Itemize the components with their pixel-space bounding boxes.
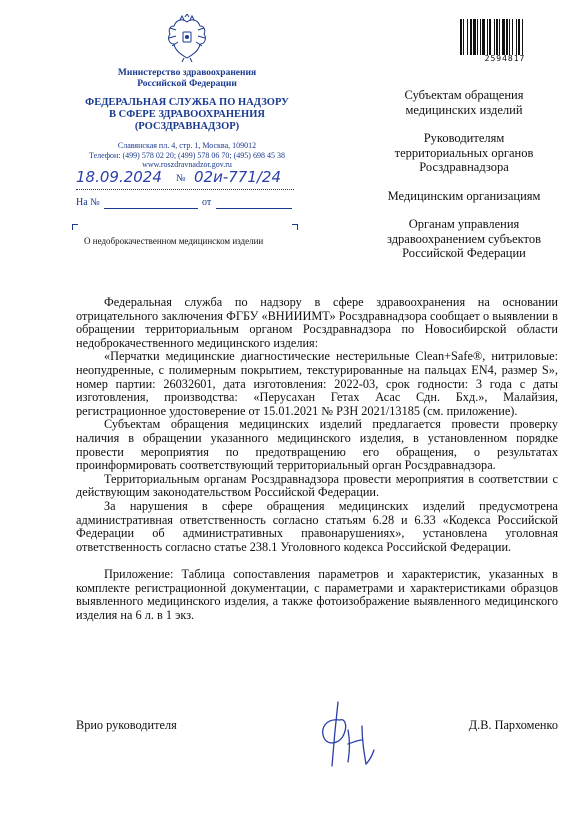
ministry-name	[62, 68, 312, 90]
registration-underline	[76, 189, 294, 190]
registration-number-label: №	[176, 173, 186, 184]
barcode-bar	[470, 19, 472, 55]
barcode-bar	[477, 19, 478, 55]
reference-date-blank	[216, 208, 292, 209]
body-paragraph: Федеральная служба по надзору в сфере здравоохранения на основании отрицательного заключения ФГБУ «ВНИИИМТ» Росздравнадзора сообщает о выявлении в обращении территориальным органом Росздравнадзора по Новосибирской области недоброкачественного медицинского изделия:	[76, 295, 558, 350]
service-line: В СФЕРЕ ЗДРАВООХРАНЕНИЯ	[109, 109, 265, 120]
handwritten-signature-icon	[318, 700, 378, 770]
addressee	[364, 217, 564, 261]
barcode-number: 2594817	[484, 54, 526, 63]
signatory-position: Врио руководителя	[76, 718, 177, 732]
reference-line	[76, 197, 294, 211]
bracket-right	[292, 224, 298, 230]
body-paragraph: Территориальным органам Росздравнадзора провести мероприятия в соответствии с действующим законодательством Российской Федерации.	[76, 471, 558, 500]
addressee-line: Субъектам обращения	[404, 88, 524, 102]
letter-body	[76, 296, 558, 623]
registration-number: 02и-771/24	[194, 168, 282, 186]
addressee-line: Медицинским организациям	[387, 188, 541, 203]
barcode-bar	[473, 19, 476, 55]
addressee-line: здравоохранением субъектов	[386, 231, 541, 246]
addressee	[364, 88, 564, 117]
attachment-paragraph: Приложение: Таблица сопоставления параметров и характеристик, указанных в комплекте регистрационной документации, с параметрами и характеристиками образцов выявленного медицинского изделия, а также фотоизображение выявленного медицинского изделия на 6 л. в 1 экз.	[76, 567, 558, 623]
addressee	[364, 189, 564, 204]
subject-line: О недоброкачественном медицинском изделии	[84, 236, 264, 246]
registration-line	[76, 168, 306, 196]
service-line: (РОСЗДРАВНАДЗОР)	[134, 121, 240, 132]
barcode-bar	[463, 19, 464, 55]
letterhead	[62, 14, 312, 170]
body-paragraph: Субъектам обращения медицинских изделий предлагается провести проверку наличия в обращении указанного медицинского изделия, в установленном порядке провести мероприятия по предотвращению его обращения, о результатах проинформировать соответствующий территориальный орган Росздравнадзора.	[76, 417, 558, 473]
barcode-bar	[480, 19, 481, 55]
addressees	[364, 88, 564, 275]
registration-date: 18.09.2024	[76, 168, 162, 186]
addressee-line: Руководителям	[423, 131, 505, 145]
barcode-bar	[518, 19, 520, 55]
address	[62, 141, 312, 170]
service-line: ФЕДЕРАЛЬНАЯ СЛУЖБА ПО НАДЗОРУ	[85, 97, 289, 108]
barcode-bar	[506, 19, 508, 55]
signature-row	[76, 718, 558, 734]
subject-bracket	[72, 224, 298, 232]
reference-number-blank	[104, 208, 198, 209]
barcode-bar	[509, 19, 510, 55]
barcode-bar	[494, 19, 495, 55]
ministry-line: Российской Федерации	[137, 79, 237, 89]
barcode-bar	[460, 19, 462, 55]
barcode-bar	[482, 19, 485, 55]
barcode-bar	[516, 19, 517, 55]
barcode-bar	[467, 19, 468, 55]
body-paragraph: «Перчатки медицинские диагностические нестерильные Clean+Safe®, нитриловые: неопудренные, с полимерным покрытием, текстурированные на пальцах EN4, размер S», номер партии: 26032601, дата изготовления: 2022-03, срок годности: 3 года с даты изготовления, производства: «Перусахан Гетах Асас Сдн. Бхд.», Малайзия, регистрационное удостоверение от 15.01.2021 № РЗН 2021/13185 (см. приложение).	[76, 349, 558, 418]
barcode-bar	[499, 19, 500, 55]
barcode-bar	[489, 19, 491, 55]
addressee-line: территориальных органов	[394, 145, 534, 160]
body-paragraph: За нарушения в сфере обращения медицинских изделий предусмотрена административная ответственность согласно статьям 6.28 и 6.33 «Кодекса Российской Федерации об административных правонарушениях», установлена уголовная ответственность согласно статье 238.1 Уголовного кодекса Российской Федерации.	[76, 498, 558, 554]
addressee-line: Органам управления	[408, 217, 520, 231]
reference-from-label: от	[202, 197, 212, 208]
service-name	[62, 97, 312, 133]
phone-line: Телефон: (499) 578 02 20; (499) 578 06 70; (495) 698 45 38	[89, 150, 285, 160]
bracket-left	[72, 224, 78, 230]
signatory-name: Д.В. Пархоменко	[468, 718, 558, 732]
addressee-line: медицинских изделий	[405, 102, 523, 117]
barcode-bar	[512, 19, 513, 55]
reference-label: На №	[76, 197, 100, 208]
website-line: www.roszdravnadzor.gov.ru	[142, 160, 232, 170]
addressee-line: Российской Федерации	[402, 246, 526, 260]
coat-of-arms-icon	[164, 14, 210, 64]
addressee-line: Росздравнадзора	[419, 160, 509, 174]
barcode-bar	[487, 19, 488, 55]
barcode-bar	[496, 19, 498, 55]
barcode-bar	[522, 19, 523, 55]
address-line: Славянская пл. 4, стр. 1, Москва, 109012	[117, 141, 257, 150]
barcode-bar	[502, 19, 505, 55]
addressee	[364, 131, 564, 175]
ministry-line: Министерство здравоохранения	[117, 68, 257, 78]
